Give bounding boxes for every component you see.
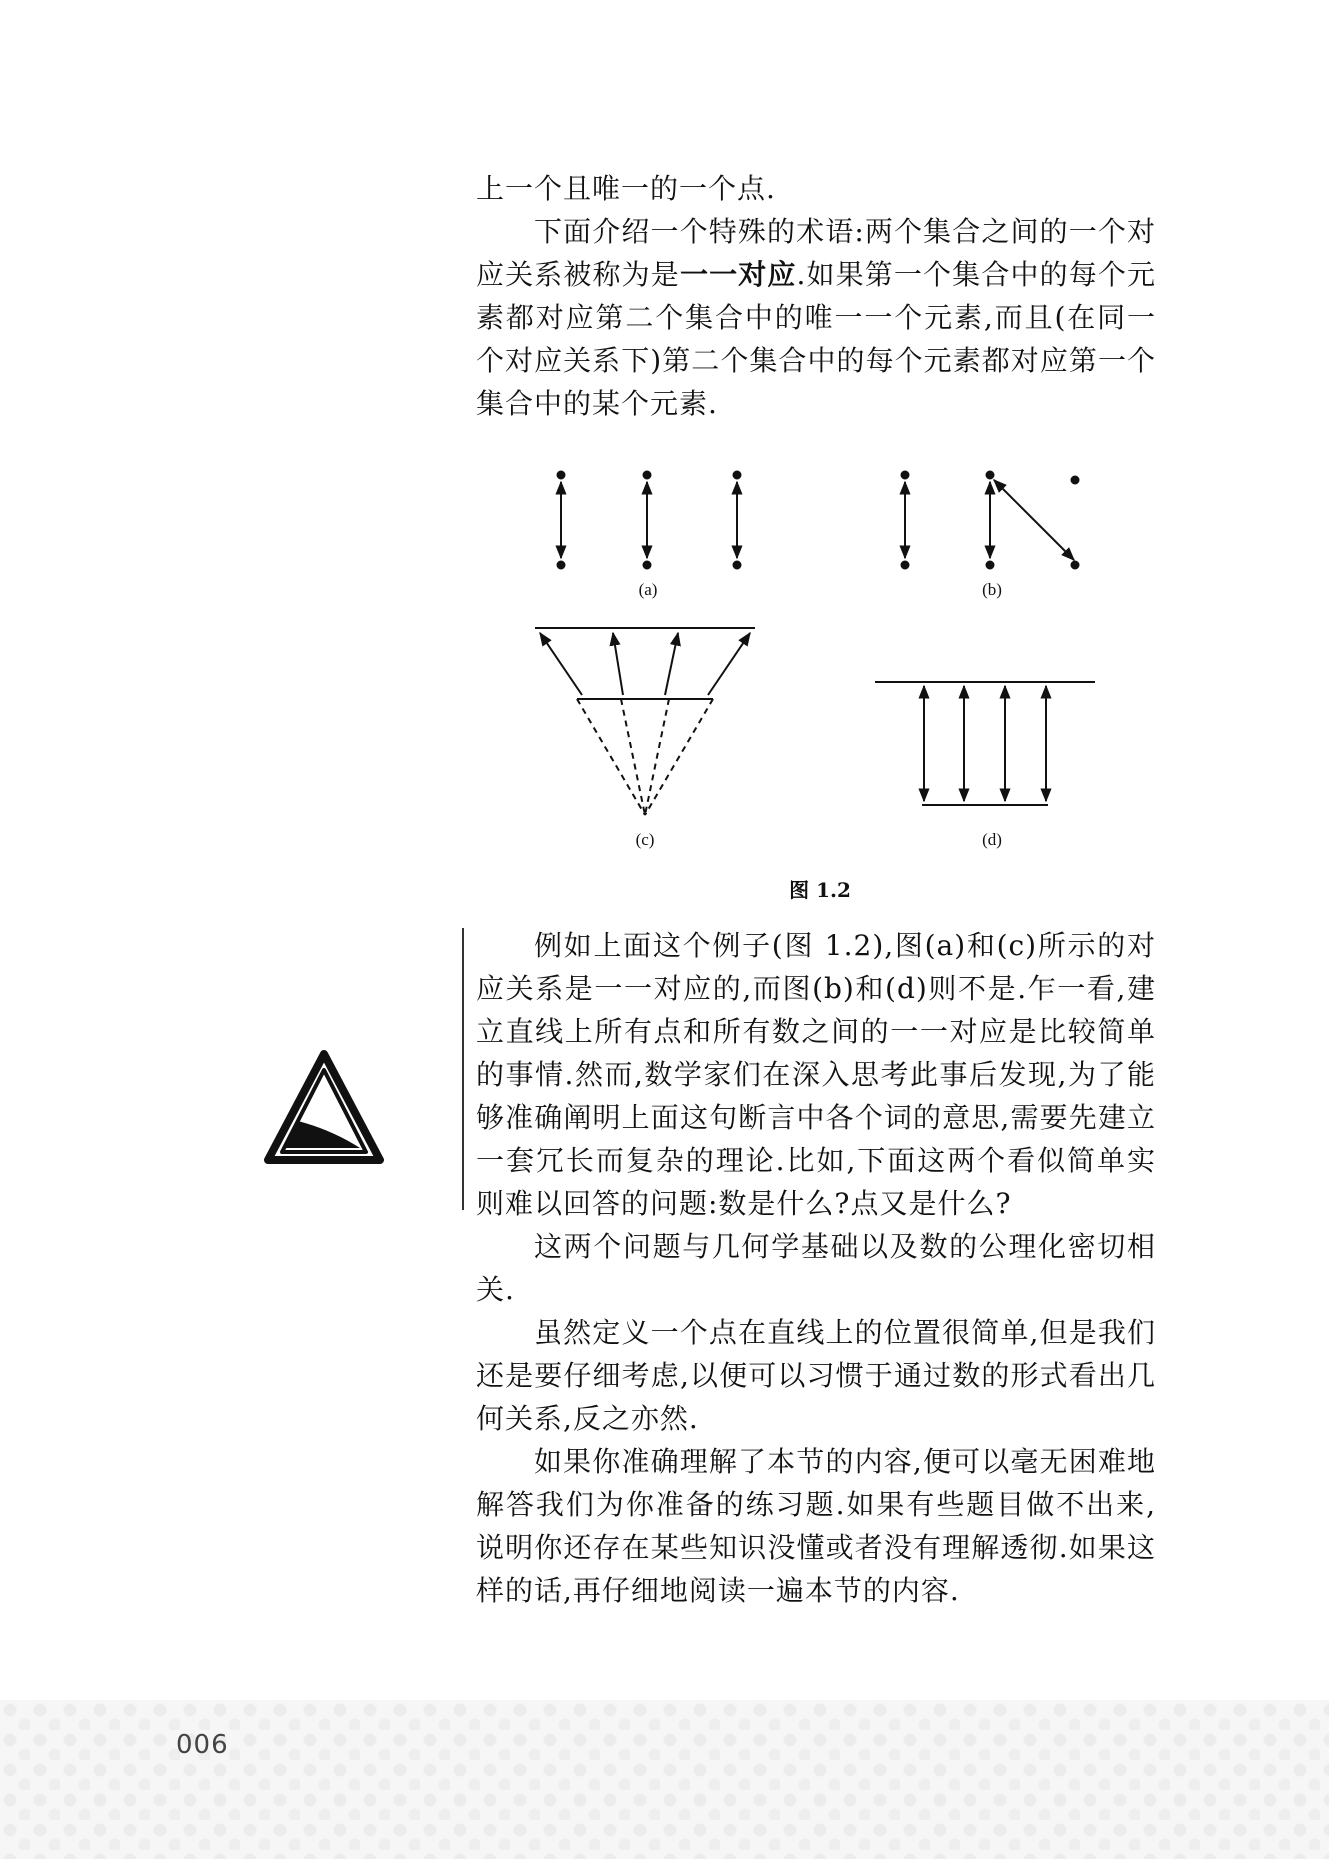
figure-c bbox=[525, 615, 770, 820]
point-a3-top bbox=[734, 472, 741, 479]
point-b1-top bbox=[902, 472, 909, 479]
paragraph-5: 虽然定义一个点在直线上的位置很简单,但是我们还是要仔细考虑,以便可以习惯于通过数的形式看出几何关系,反之亦然. bbox=[476, 1316, 1156, 1435]
arrow-c2 bbox=[613, 633, 623, 695]
point-a1-bottom bbox=[558, 562, 565, 569]
warning-triangle-icon bbox=[262, 1048, 386, 1166]
footer-pattern bbox=[0, 1700, 1329, 1859]
dash-c1 bbox=[577, 699, 645, 815]
paragraph-4: 这两个问题与几何学基础以及数的公理化密切相关. bbox=[476, 1230, 1156, 1306]
point-b1-bottom bbox=[902, 562, 909, 569]
figure-d bbox=[870, 670, 1100, 815]
point-a2-bottom bbox=[644, 562, 651, 569]
label-d: (d) bbox=[982, 830, 1002, 849]
label-b: (b) bbox=[982, 580, 1002, 599]
dash-c4 bbox=[645, 699, 713, 815]
point-a1-top bbox=[558, 472, 565, 479]
figure-a bbox=[540, 460, 770, 585]
figure-caption: 图 1.2 bbox=[789, 878, 851, 902]
point-b2-top bbox=[987, 472, 994, 479]
paragraph-3: 例如上面这个例子(图 1.2),图(a)和(c)所示的对应关系是一一对应的,而图(b)和(d)则不是.乍一看,建立直线上所有点和所有数之间的一一对应是比较简单的事情.然而,数学家们在深入思考此事后发现,为了能够准确阐明上面这句断言中各个词的意思,需要先建立一套冗长而复杂的理论.比如,下面这两个看似简单实则难以回答的问题:数是什么?点又是什么? bbox=[476, 929, 1156, 1220]
point-b2-bottom bbox=[987, 562, 994, 569]
point-a2-top bbox=[644, 472, 651, 479]
figure-b bbox=[885, 460, 1090, 585]
paragraph-6: 如果你准确理解了本节的内容,便可以毫无困难地解答我们为你准备的练习题.如果有些题目做不出来,说明你还存在某些知识没懂或者没有理解透彻.如果这样的话,再仔细地阅读一遍本节的内容. bbox=[476, 1445, 1156, 1607]
label-a: (a) bbox=[638, 580, 658, 599]
point-b3-top bbox=[1072, 477, 1079, 484]
paragraph-2 bbox=[476, 210, 1156, 425]
paragraph-2-rest: .如果第一个集合中的每个元素都对应第二个集合中的唯一一个元素,而且(在同一个对应关系下)第二个集合中的每个元素都对应第一个集合中的某个元素. bbox=[476, 258, 1156, 420]
paragraph-1: 上一个且唯一的一个点. bbox=[476, 172, 776, 205]
arrow-c3 bbox=[665, 633, 678, 695]
dash-c2 bbox=[621, 699, 645, 815]
point-b3-bottom bbox=[1072, 562, 1079, 569]
dash-c3 bbox=[645, 699, 669, 815]
page-number: 006 bbox=[176, 1730, 229, 1760]
arrow-c1 bbox=[540, 633, 582, 695]
arrow-c4 bbox=[708, 633, 750, 695]
label-c: (c) bbox=[635, 830, 655, 849]
term-one-to-one: 一一对应 bbox=[679, 258, 797, 291]
point-a3-bottom bbox=[734, 562, 741, 569]
paragraph-2-lead: 下面介绍一个特殊的术语:两个集合之间的一个对应关系被称为是 bbox=[476, 215, 1156, 291]
arrow-b-diagonal bbox=[994, 480, 1074, 560]
margin-rule bbox=[462, 928, 464, 1210]
